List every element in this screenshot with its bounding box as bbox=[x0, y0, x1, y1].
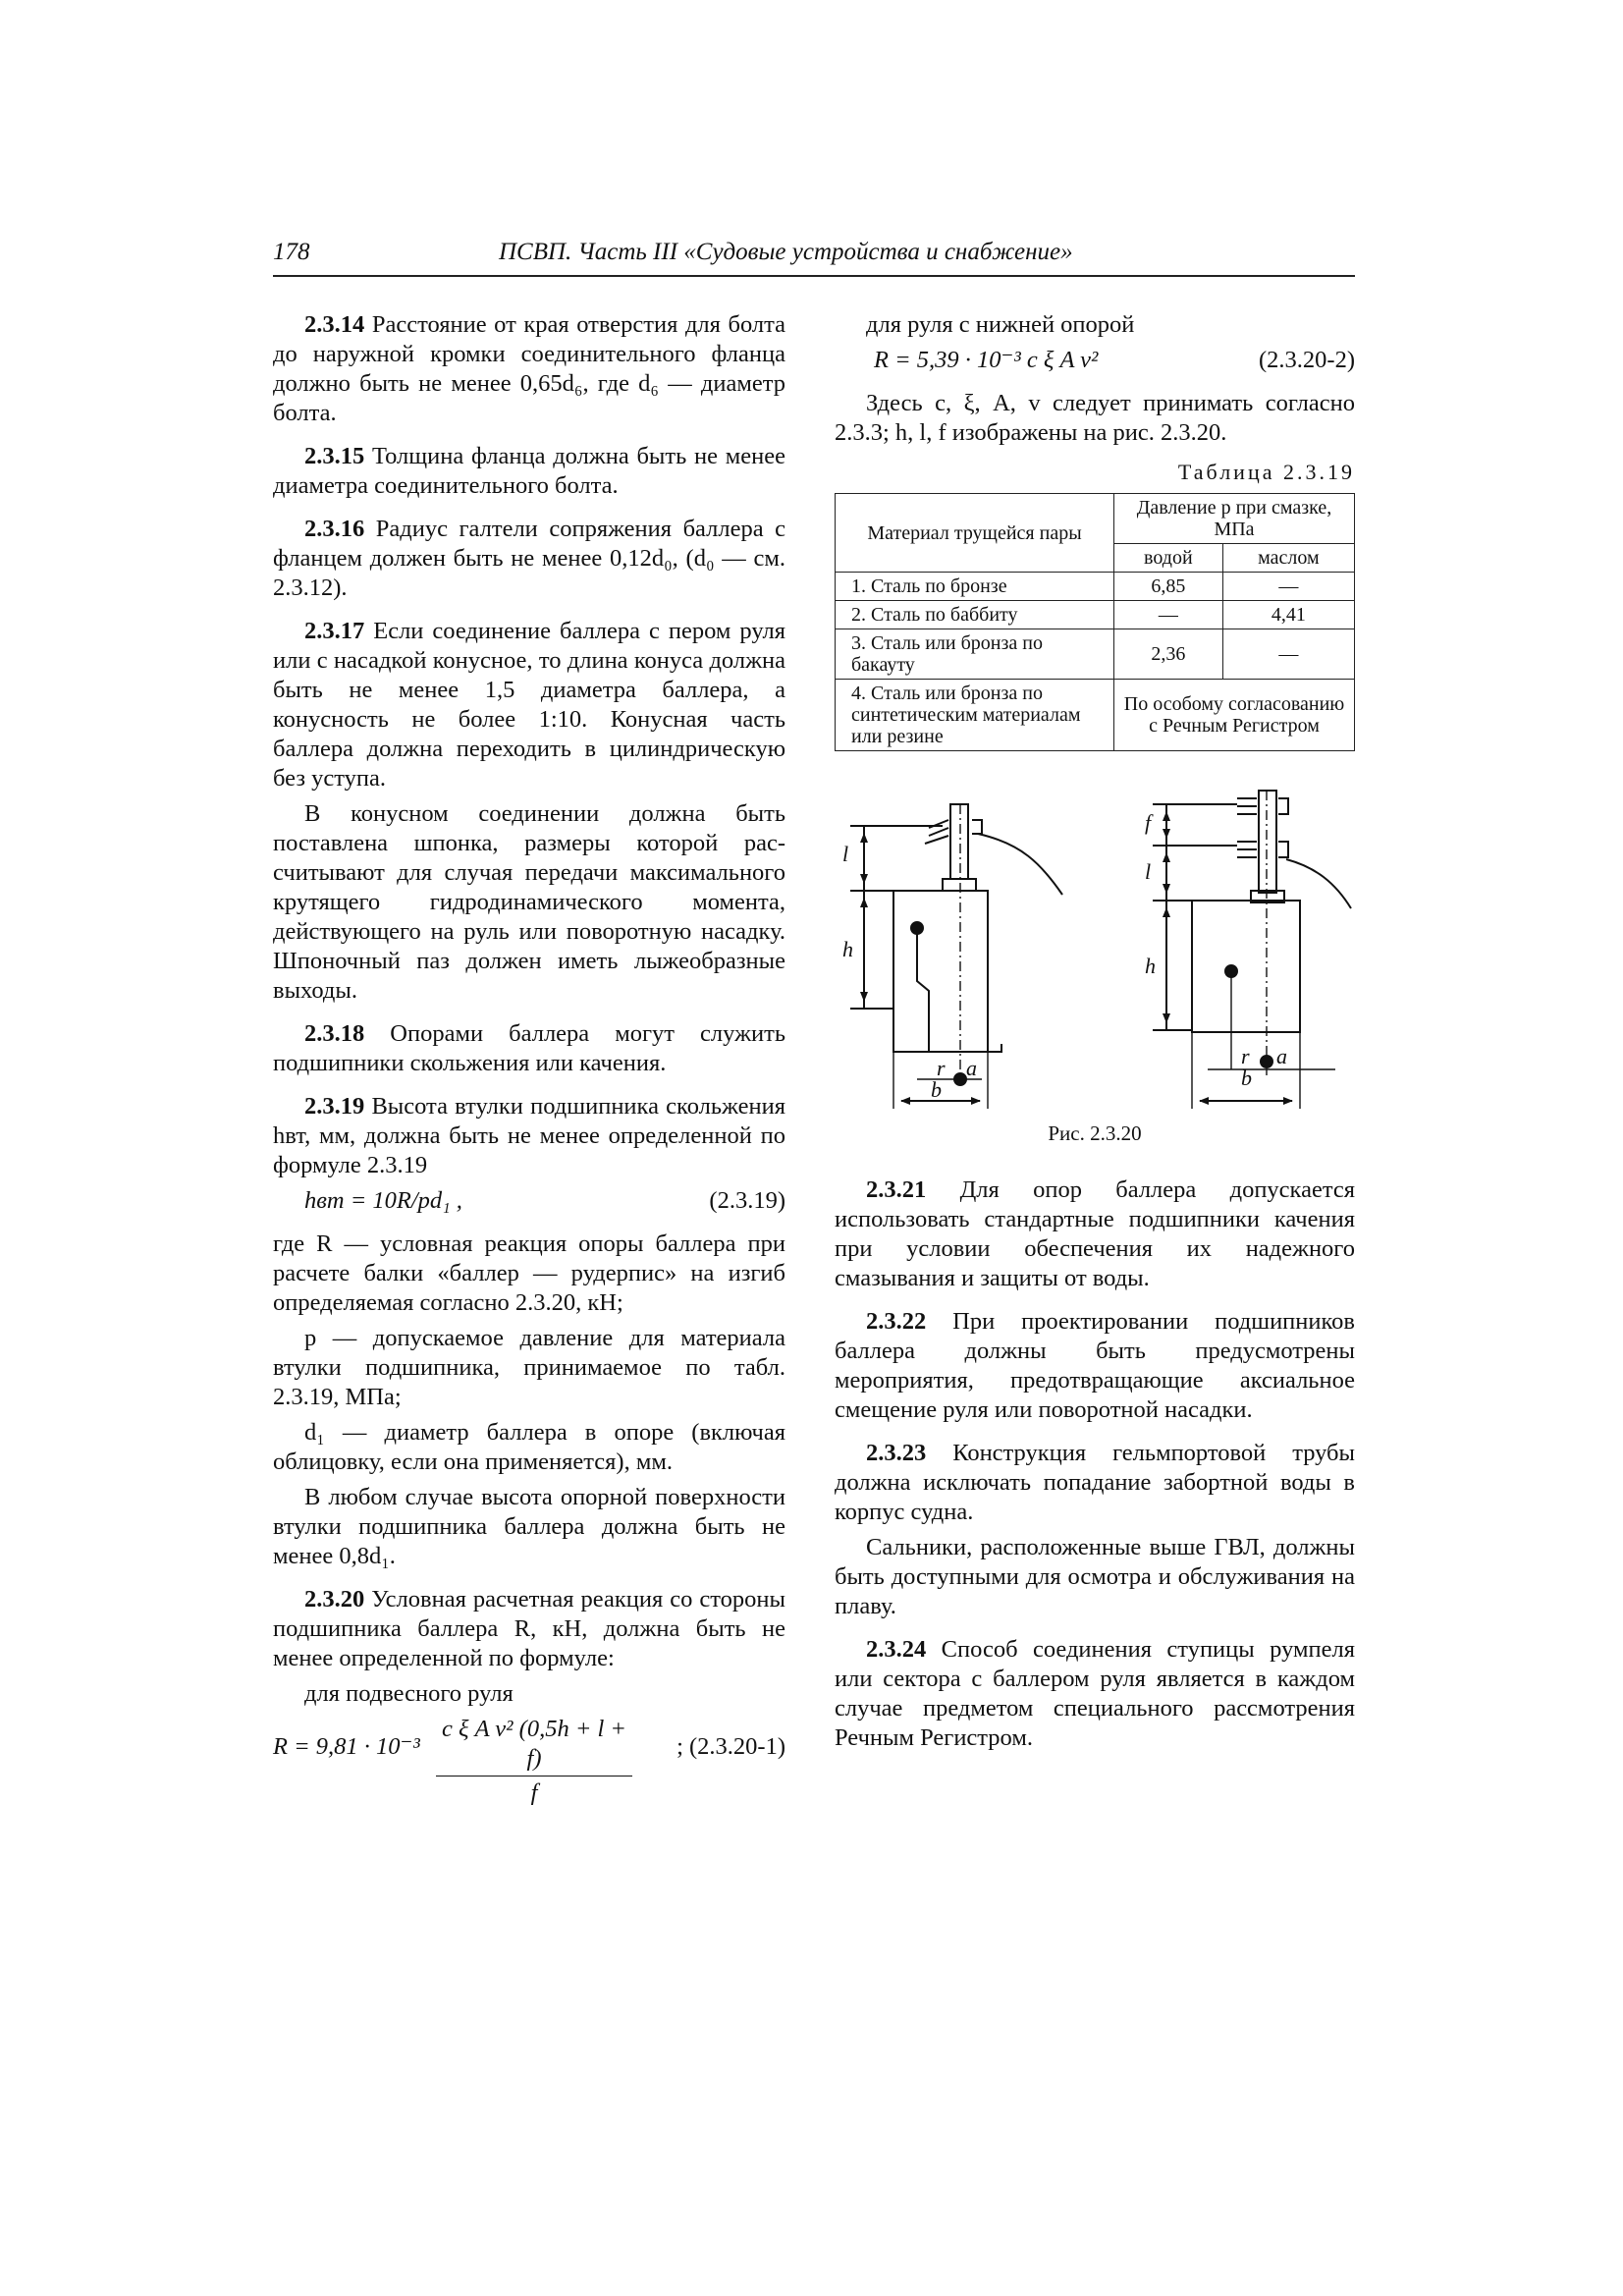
label-r: r bbox=[1241, 1044, 1250, 1068]
formula-expression: hвт = 10R/pd₁ , bbox=[304, 1187, 462, 1214]
right-diagram bbox=[1153, 791, 1351, 1109]
clause-number: 2.3.21 bbox=[866, 1176, 927, 1203]
col-header-oil: маслом bbox=[1222, 544, 1354, 573]
paragraph-suspended-rudder: для подвесного руля bbox=[304, 1680, 514, 1707]
clause-text: Конструкция гельмпортовой трубы должна исключать попадание забортной воды в корпус судна. bbox=[835, 1440, 1355, 1525]
figure-rudder-stock-bearings bbox=[835, 785, 1355, 1119]
cell-material: 4. Сталь или бронза по синтетическим материалам или резине bbox=[836, 680, 1114, 751]
formula-fraction bbox=[436, 1715, 632, 1808]
paragraph-2-3-21 bbox=[835, 1175, 1355, 1293]
paragraph-bottom-support: для руля с нижней опорой bbox=[866, 311, 1135, 338]
col-header-material: Материал трущейся пары bbox=[836, 494, 1114, 573]
table-row bbox=[836, 629, 1355, 680]
clause-text: При проектировании подшипников баллера должны быть предусмотрены мероприятия, предотвращающие аксиальное смещение руля или поворотной насадки. bbox=[835, 1308, 1355, 1423]
clause-number: 2.3.18 bbox=[304, 1020, 365, 1047]
clause-number: 2.3.16 bbox=[304, 516, 365, 542]
running-title: ПСВП. Часть III «Судовые устройства и снабжение» bbox=[499, 239, 1073, 265]
flange bbox=[943, 879, 976, 891]
col-header-pressure: Давление p при смазке, МПа bbox=[1114, 494, 1355, 544]
label-a: a bbox=[966, 1056, 977, 1080]
clause-number: 2.3.17 bbox=[304, 618, 365, 644]
cell-oil: — bbox=[1222, 573, 1354, 601]
left-diagram bbox=[850, 804, 1062, 1109]
table-row bbox=[836, 601, 1355, 629]
label-r: r bbox=[937, 1056, 946, 1080]
label-b: b bbox=[1241, 1066, 1252, 1090]
clause-number: 2.3.22 bbox=[866, 1308, 927, 1335]
upper-bearing-hatch bbox=[1237, 798, 1257, 814]
paragraph-where-d1: d₁ — диаметр баллера в опоре (включая облицовку, если она применяется), мм. bbox=[273, 1419, 785, 1475]
figure-caption: Рис. 2.3.20 bbox=[1048, 1121, 1142, 1145]
formula-number: (2.3.19) bbox=[709, 1187, 785, 1214]
formula-coefficient: R = 9,81 · 10⁻³ bbox=[273, 1733, 420, 1760]
page-number: 178 bbox=[273, 239, 310, 265]
paragraph-2-3-17 bbox=[273, 617, 785, 793]
clause-text: Расстояние от края отверстия для болта до наружной кромки соединительного фланца должно быть не менее 0,65d₆, где d₆ — диаметр болта. bbox=[273, 311, 785, 426]
rudder-blade bbox=[1192, 901, 1300, 1032]
formula-2-3-20-2 bbox=[835, 346, 1355, 379]
formula-number: ; (2.3.20-1) bbox=[676, 1733, 785, 1760]
bearing-hatch bbox=[925, 820, 948, 844]
formula-denominator: f bbox=[530, 1779, 538, 1806]
paragraph-2-3-18 bbox=[273, 1019, 785, 1078]
paragraph-min-height: В любом случае высота опорной поверхности втулки подшипника баллера должна быть не менее 0,8d₁. bbox=[273, 1484, 785, 1569]
pressure-line bbox=[917, 928, 929, 1052]
cell-water: 6,85 bbox=[1114, 573, 1223, 601]
paragraph-where-p: p — допускаемое давление для материала втулки подшипника, принимаемое по табл. 2.3.19, МПа; bbox=[273, 1325, 785, 1410]
cell-water: — bbox=[1114, 601, 1223, 629]
paragraph-key-connection: В конусном соединении должна быть поставлена шпонка, размеры которой рассчитывают для случая передачи максимального крутящего гидродинамического момента, действующего на руль или поворотную насадку. Шпоночный паз должен иметь лыжеобразные выходы. bbox=[273, 800, 785, 1004]
bearing-bracket bbox=[972, 820, 982, 834]
clause-text: Для опор баллера допускается использовать стандартные подшипники качения при условии обеспечения их надежного смазывания и защиты от воды. bbox=[835, 1176, 1355, 1291]
cell-material: 3. Сталь или бронза по бакауту bbox=[836, 629, 1114, 680]
label-f: f bbox=[1145, 810, 1152, 835]
paragraph-2-3-22 bbox=[835, 1307, 1355, 1425]
left-column bbox=[273, 310, 785, 1806]
col-header-water: водой bbox=[1114, 544, 1223, 573]
clause-number: 2.3.20 bbox=[304, 1586, 365, 1613]
clause-text: Высота втулки подшипника скольжения hвт, мм, должна быть не менее определенной по формуле 2.3.19 bbox=[273, 1093, 785, 1178]
label-h: h bbox=[842, 937, 853, 961]
paragraph-2-3-24 bbox=[835, 1635, 1355, 1753]
rudder-stock bbox=[1259, 791, 1276, 893]
cell-material: 2. Сталь по баббиту bbox=[836, 601, 1114, 629]
cell-special-agreement: По особому согласованию с Речным Регистром bbox=[1114, 680, 1355, 751]
clause-number: 2.3.14 bbox=[304, 311, 365, 338]
cell-material: 1. Сталь по бронзе bbox=[836, 573, 1114, 601]
paragraph-2-3-15 bbox=[273, 442, 785, 501]
clause-text: Условная расчетная реакция со стороны подшипника баллера R, кН, должна быть не менее определенной по формуле: bbox=[273, 1586, 785, 1671]
clause-number: 2.3.19 bbox=[304, 1093, 365, 1120]
clause-number: 2.3.23 bbox=[866, 1440, 927, 1466]
table-header-row bbox=[836, 494, 1355, 544]
paragraph-where-r: где R — условная реакция опоры баллера при расчете балки «баллер — рудерпис» на изгиб определяемая согласно 2.3.20, кН; bbox=[273, 1230, 785, 1316]
bottom-pin bbox=[1261, 1056, 1272, 1067]
rudder-stock bbox=[950, 804, 968, 879]
cell-water: 2,36 bbox=[1114, 629, 1223, 680]
clause-text: Радиус галтели сопряжения баллера с фланцем должен быть не менее 0,12d₀, (d₀ — см. 2.3.12). bbox=[273, 516, 785, 601]
paragraph-2-3-19 bbox=[273, 1092, 785, 1180]
clause-text: Способ соединения ступицы румпеля или сектора с баллером руля является в каждом случае предметом специального рассмотрения Речным Регистром. bbox=[835, 1636, 1355, 1751]
page-header bbox=[273, 234, 1355, 277]
paragraph-symbols: Здесь c, ξ, A, v следует принимать согласно 2.3.3; h, l, f изображены на рис. 2.3.20. bbox=[835, 390, 1355, 446]
lower-bearing-hatch bbox=[1237, 842, 1257, 857]
clause-text: Опорами баллера могут служить подшипники скольжения или качения. bbox=[273, 1020, 785, 1076]
right-column bbox=[835, 310, 1355, 1767]
clause-number: 2.3.24 bbox=[866, 1636, 927, 1663]
label-l: l bbox=[1145, 859, 1152, 884]
paragraph-glands: Сальники, расположенные выше ГВЛ, должны быть доступными для осмотра и обслуживания на плаву. bbox=[835, 1534, 1355, 1619]
formula-numerator: c ξ A v² (0,5h + l + f) bbox=[436, 1715, 632, 1777]
label-h: h bbox=[1145, 954, 1156, 978]
formula-2-3-19 bbox=[273, 1186, 785, 1220]
label-a: a bbox=[1276, 1044, 1287, 1068]
clause-number: 2.3.15 bbox=[304, 443, 365, 469]
cell-oil: — bbox=[1222, 629, 1354, 680]
rudder-blade bbox=[893, 891, 988, 1052]
bearing-diagram bbox=[835, 785, 1355, 1119]
table-row bbox=[836, 680, 1355, 751]
clause-text: Толщина фланца должна быть не менее диаметра соединительного болта. bbox=[273, 443, 785, 499]
label-l: l bbox=[842, 842, 849, 866]
paragraph-2-3-16 bbox=[273, 515, 785, 603]
table-caption: Таблица 2.3.19 bbox=[1177, 460, 1355, 484]
label-b: b bbox=[931, 1077, 942, 1102]
lower-bearing bbox=[1278, 842, 1288, 857]
friction-pair-table bbox=[835, 493, 1355, 751]
clause-text: Если соединение баллера с пером руля или с насадкой конусное, то длина конуса должна быть не менее 1,5 диаметра баллера, а конусность не более 1:10. Конусная часть баллера должна переходить в цилиндрическую без уступа. bbox=[273, 618, 785, 792]
table-row bbox=[836, 573, 1355, 601]
formula-expression: R = 5,39 · 10⁻³ c ξ A v² bbox=[874, 347, 1099, 373]
paragraph-2-3-23 bbox=[835, 1439, 1355, 1527]
cell-oil: 4,41 bbox=[1222, 601, 1354, 629]
paragraph-2-3-14 bbox=[273, 310, 785, 428]
paragraph-2-3-20 bbox=[273, 1585, 785, 1673]
formula-2-3-20-1 bbox=[273, 1715, 785, 1806]
upper-bearing bbox=[1278, 798, 1288, 814]
hull-line bbox=[978, 834, 1062, 895]
formula-number: (2.3.20-2) bbox=[1259, 347, 1355, 373]
